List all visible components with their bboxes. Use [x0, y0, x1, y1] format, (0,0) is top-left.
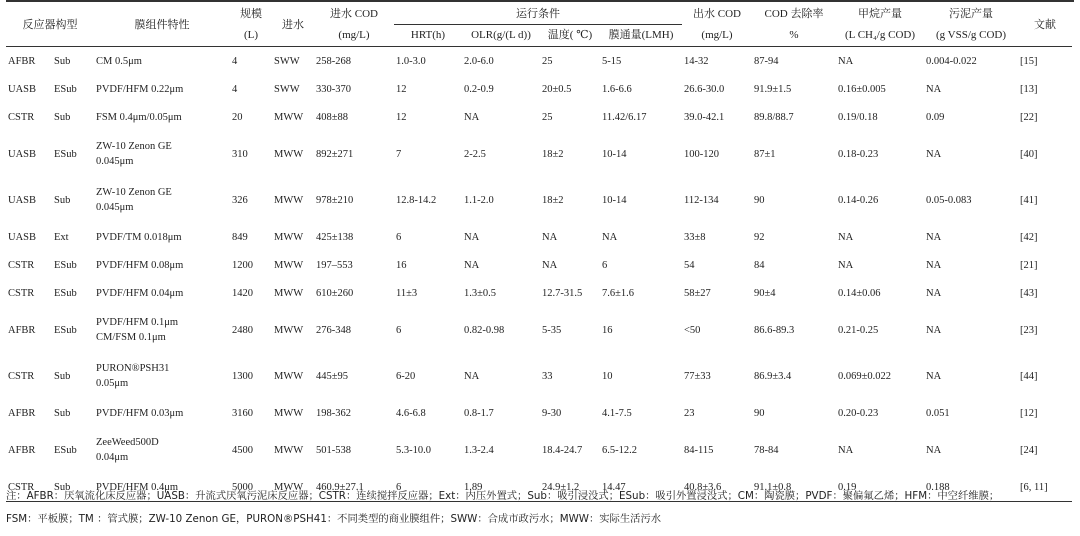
table-row — [6, 103, 1072, 131]
removal-cell: 91.9±1.5 — [754, 83, 792, 95]
ref-cell: [42] — [1020, 231, 1038, 243]
reactor-cell: CSTR — [6, 473, 52, 502]
influent-cell: SWW — [274, 55, 300, 67]
influent-cell: MWW — [274, 407, 304, 419]
mode-cell: Sub — [54, 194, 71, 206]
influent-cod-cell: 501-538 — [316, 444, 351, 456]
header-methane: 甲烷产量 — [858, 7, 902, 20]
header-effluent-cod-unit: (mg/L) — [682, 25, 752, 47]
temp-cell: NA — [542, 259, 558, 271]
mode-cell: Sub — [54, 407, 71, 419]
table-row — [6, 399, 1072, 427]
ref-cell: [44] — [1020, 370, 1038, 382]
membrane-cell — [94, 131, 230, 177]
hrt-cell: 4.6-6.8 — [396, 407, 426, 419]
hrt-cell: 16 — [396, 259, 407, 271]
ref-cell: [13] — [1020, 83, 1038, 95]
table-row — [6, 279, 1072, 307]
reactor-cell: CSTR — [8, 259, 35, 271]
membrane-line: PURON®PSH31 — [96, 363, 170, 374]
membrane-line: PVDF/HFM 0.04μm — [96, 287, 184, 299]
reactor-cell: UASB — [8, 148, 37, 160]
header-removal-unit: % — [752, 25, 836, 47]
mode-cell: ESub — [54, 83, 77, 95]
influent-cell: MWW — [274, 194, 304, 206]
membrane-line: 0.05μm — [96, 378, 129, 389]
olr-cell: NA — [464, 111, 480, 123]
methane-cell: 0.18-0.23 — [838, 148, 879, 160]
influent-cod-cell: 425±138 — [316, 231, 354, 243]
table-row — [6, 307, 1072, 353]
removal-cell: 87±1 — [754, 148, 776, 160]
effluent-cod-cell: 77±33 — [684, 370, 711, 382]
removal-cell: 90 — [754, 194, 765, 206]
membrane-cell — [94, 279, 230, 307]
header-temp: 温度( ℃) — [540, 25, 600, 47]
header-scale-unit: (L) — [230, 25, 272, 47]
sludge-cell: NA — [926, 324, 942, 336]
temp-cell: 18±2 — [542, 148, 564, 160]
olr-cell: 1.1-2.0 — [464, 194, 494, 206]
table-row — [6, 177, 1072, 223]
effluent-cod-cell: 112-134 — [684, 194, 719, 206]
olr-cell: 0.8-1.7 — [464, 407, 494, 419]
flux-cell: 11.42/6.17 — [602, 111, 647, 123]
scale-cell: 4500 — [232, 444, 253, 456]
effluent-cod-cell: 23 — [684, 407, 695, 419]
reactor-cell: AFBR — [8, 324, 36, 336]
influent-cod-cell: 892±271 — [316, 148, 354, 160]
hrt-cell: 6 — [394, 473, 462, 502]
sludge-cell: 0.004-0.022 — [926, 55, 977, 67]
flux-cell: 7.6±1.6 — [602, 287, 635, 299]
removal-cell: 89.8/88.7 — [754, 111, 794, 123]
hrt-cell: 1.0-3.0 — [396, 55, 426, 67]
effluent-cod-cell: 58±27 — [684, 287, 711, 299]
header-influent-cod: 进水 COD — [330, 7, 378, 20]
hrt-cell: 7 — [396, 148, 402, 160]
table-row — [6, 47, 1072, 76]
olr-cell: 0.2-0.9 — [464, 83, 494, 95]
sludge-cell: NA — [926, 148, 942, 160]
influent-cell: MWW — [274, 370, 304, 382]
membrane-line: PVDF/HFM 0.4μm — [96, 481, 179, 493]
influent-cell: MWW — [274, 111, 304, 123]
olr-cell: 1.3±0.5 — [464, 287, 497, 299]
header-flux: 膜通量(LMH) — [600, 25, 682, 47]
table-row — [6, 131, 1072, 177]
scale-cell: 5000 — [230, 473, 272, 502]
olr-cell: NA — [464, 370, 480, 382]
temp-cell: 25 — [542, 111, 553, 123]
table-row — [6, 251, 1072, 279]
table-row — [6, 353, 1072, 399]
table-note-line-1: 注：AFBR：厌氧流化床反应器；UASB：升流式厌氧污泥床反应器；CSTR：连续搅拌反应器；Ext：内压外置式；Sub：吸引浸没式；ESub：吸引外置浸没式；CM：陶瓷膜；PVDF：聚偏氟乙烯；HFM：中空纤维膜； — [6, 490, 1000, 502]
membrane-line: 0.045μm — [96, 202, 134, 213]
influent-cod-cell: 445±95 — [316, 370, 349, 382]
reactor-comparison-table — [6, 4, 1072, 502]
hrt-cell: 5.3-10.0 — [396, 444, 431, 456]
header-influent-cod-unit: (mg/L) — [314, 25, 394, 47]
ref-cell: [24] — [1020, 444, 1038, 456]
influent-cell: MWW — [274, 259, 304, 271]
methane-cell: 0.21-0.25 — [838, 324, 879, 336]
sludge-cell: 0.05-0.083 — [926, 194, 972, 206]
influent-cod-cell: 258-268 — [316, 55, 351, 67]
membrane-cell — [94, 399, 230, 427]
membrane-cell — [94, 75, 230, 103]
scale-cell: 2480 — [232, 324, 253, 336]
removal-cell: 86.9±3.4 — [754, 370, 792, 382]
mode-cell: ESub — [54, 148, 77, 160]
mode-cell: ESub — [54, 444, 77, 456]
influent-cod-cell: 460.9±27.1 — [314, 473, 394, 502]
mode-cell: Ext — [54, 231, 69, 243]
influent-cell: MWW — [274, 324, 304, 336]
removal-cell: 91.1±0.8 — [752, 473, 836, 502]
flux-cell: 10 — [602, 370, 613, 382]
olr-cell: 0.82-0.98 — [464, 324, 505, 336]
ref-cell: [41] — [1020, 194, 1038, 206]
membrane-line: FSM 0.4μm/0.05μm — [96, 111, 182, 123]
header-conditions: 运行条件 — [394, 4, 682, 25]
reactor-cell: UASB — [8, 83, 37, 95]
membrane-line: PVDF/HFM 0.08μm — [96, 259, 184, 271]
reactor-cell: CSTR — [8, 111, 35, 123]
removal-cell: 87-94 — [754, 55, 779, 67]
table-top-rule — [6, 0, 1074, 2]
scale-cell: 310 — [232, 148, 248, 160]
methane-cell: 0.19/0.18 — [838, 111, 878, 123]
effluent-cod-cell: 39.0-42.1 — [684, 111, 725, 123]
membrane-line: ZW-10 Zenon GE — [96, 141, 172, 152]
effluent-cod-cell: 40.8±3.6 — [682, 473, 752, 502]
scale-cell: 1420 — [232, 287, 253, 299]
influent-cod-cell: 330-370 — [316, 83, 351, 95]
effluent-cod-cell: 14-32 — [684, 55, 709, 67]
table-row — [6, 427, 1072, 473]
hrt-cell: 11±3 — [396, 287, 418, 299]
ref-cell: [15] — [1020, 55, 1038, 67]
hrt-cell: 12 — [396, 111, 407, 123]
olr-cell: 1.3-2.4 — [464, 444, 494, 456]
olr-cell: 2-2.5 — [464, 148, 486, 160]
temp-cell: 25 — [542, 55, 553, 67]
temp-cell: 20±0.5 — [542, 83, 572, 95]
olr-cell: NA — [464, 259, 480, 271]
header-hrt: HRT(h) — [394, 25, 462, 47]
membrane-cell — [94, 353, 230, 399]
scale-cell: 849 — [232, 231, 248, 243]
header-influent: 进水 — [272, 4, 314, 47]
scale-cell: 3160 — [232, 407, 253, 419]
sludge-cell: 0.188 — [924, 473, 1018, 502]
ref-cell: [12] — [1020, 407, 1038, 419]
ref-cell: [40] — [1020, 148, 1038, 160]
removal-cell: 92 — [754, 231, 765, 243]
reactor-cell: AFBR — [8, 55, 36, 67]
mode-cell: Sub — [52, 473, 94, 502]
membrane-cell — [94, 177, 230, 223]
header-sludge-unit: (g VSS/g COD) — [924, 25, 1018, 47]
membrane-cell — [94, 223, 230, 251]
olr-cell: NA — [464, 231, 480, 243]
ref-cell: [21] — [1020, 259, 1038, 271]
sludge-cell: NA — [926, 370, 942, 382]
ref-cell: [6, 11] — [1018, 473, 1072, 502]
flux-cell: 6 — [602, 259, 608, 271]
table-row — [6, 75, 1072, 103]
hrt-cell: 6 — [396, 231, 402, 243]
effluent-cod-cell: <50 — [684, 324, 701, 336]
sludge-cell: 0.051 — [926, 407, 950, 419]
membrane-cell — [94, 47, 230, 76]
scale-cell: 1300 — [232, 370, 253, 382]
hrt-cell: 6 — [396, 324, 402, 336]
ref-cell: [43] — [1020, 287, 1038, 299]
sludge-cell: NA — [926, 83, 942, 95]
influent-cell: MWW — [274, 148, 304, 160]
methane-cell: 0.14-0.26 — [838, 194, 879, 206]
hrt-cell: 12.8-14.2 — [396, 194, 437, 206]
sludge-cell: NA — [926, 444, 942, 456]
temp-cell: 18.4-24.7 — [542, 444, 583, 456]
sludge-cell: NA — [926, 287, 942, 299]
membrane-line: PVDF/HFM 0.03μm — [96, 407, 184, 419]
header-scale: 规模 — [240, 7, 262, 20]
flux-cell: 10-14 — [602, 194, 627, 206]
influent-cell: MWW — [274, 287, 304, 299]
sludge-cell: NA — [926, 231, 942, 243]
membrane-line: PVDF/TM 0.018μm — [96, 231, 182, 243]
membrane-line: 0.045μm — [96, 156, 134, 167]
scale-cell: 4 — [232, 55, 238, 67]
removal-cell: 84 — [754, 259, 765, 271]
flux-cell: 5-15 — [602, 55, 622, 67]
removal-cell: 90 — [754, 407, 765, 419]
temp-cell: NA — [542, 231, 558, 243]
methane-cell: NA — [838, 259, 854, 271]
mode-cell: ESub — [54, 259, 77, 271]
influent-cod-cell: 408±88 — [316, 111, 349, 123]
hrt-cell: 12 — [396, 83, 407, 95]
membrane-cell — [94, 251, 230, 279]
flux-cell: 14.47 — [600, 473, 682, 502]
reactor-cell: AFBR — [8, 444, 36, 456]
header-sludge: 污泥产量 — [949, 7, 993, 20]
membrane-cell — [94, 103, 230, 131]
flux-cell: 16 — [602, 324, 613, 336]
hrt-cell: 6-20 — [396, 370, 416, 382]
scale-cell: 326 — [232, 194, 248, 206]
membrane-cell — [94, 307, 230, 353]
header-ref: 文献 — [1018, 4, 1072, 47]
temp-cell: 18±2 — [542, 194, 564, 206]
influent-cod-cell: 197–553 — [316, 259, 353, 271]
influent-cod-cell: 198-362 — [316, 407, 351, 419]
flux-cell: 10-14 — [602, 148, 627, 160]
flux-cell: 1.6-6.6 — [602, 83, 632, 95]
membrane-line: PVDF/HFM 0.1μm — [96, 317, 179, 328]
membrane-line: 0.04μm — [96, 452, 129, 463]
reactor-cell: UASB — [8, 231, 37, 243]
methane-cell: NA — [838, 444, 854, 456]
influent-cell: MWW — [274, 231, 304, 243]
table-note-line-2: FSM：平板膜；TM ：管式膜；ZW-10 Zenon GE，PURON®PSH41：不同类型的商业膜组件；SWW：合成市政污水；MWW：实际生活污水 — [6, 513, 662, 525]
methane-cell: 0.16±0.005 — [838, 83, 886, 95]
table-body — [6, 47, 1072, 502]
effluent-cod-cell: 54 — [684, 259, 695, 271]
header-effluent-cod: 出水 COD — [693, 7, 741, 20]
membrane-line: CM 0.5μm — [96, 55, 142, 67]
effluent-cod-cell: 26.6-30.0 — [684, 83, 725, 95]
removal-cell: 78-84 — [754, 444, 779, 456]
mode-cell: ESub — [54, 287, 77, 299]
membrane-line: PVDF/HFM 0.22μm — [96, 83, 184, 95]
membrane-line: ZW-10 Zenon GE — [96, 187, 172, 198]
membrane-line: ZeeWeed500D — [96, 437, 159, 448]
flux-cell: 4.1-7.5 — [602, 407, 632, 419]
membrane-cell — [94, 427, 230, 473]
effluent-cod-cell: 33±8 — [684, 231, 706, 243]
membrane-line: CM/FSM 0.1μm — [96, 332, 166, 343]
influent-cod-cell: 978±210 — [316, 194, 354, 206]
reactor-cell: CSTR — [8, 370, 35, 382]
header-reactor: 反应器构型 — [6, 4, 94, 47]
influent-cod-cell: 610±260 — [316, 287, 354, 299]
scale-cell: 4 — [232, 83, 238, 95]
methane-cell: 0.069±0.022 — [838, 370, 892, 382]
effluent-cod-cell: 100-120 — [684, 148, 719, 160]
header-methane-unit: (L CH₄/g COD) — [836, 25, 924, 47]
header-removal: COD 去除率 — [764, 7, 824, 20]
ref-cell: [22] — [1020, 111, 1038, 123]
flux-cell: 6.5-12.2 — [602, 444, 637, 456]
effluent-cod-cell: 84-115 — [684, 444, 714, 456]
reactor-cell: CSTR — [8, 287, 35, 299]
sludge-cell: 0.09 — [926, 111, 945, 123]
mode-cell: Sub — [54, 55, 71, 67]
removal-cell: 86.6-89.3 — [754, 324, 795, 336]
temp-cell: 24.9±1.2 — [540, 473, 600, 502]
methane-cell: 0.19 — [836, 473, 924, 502]
methane-cell: NA — [838, 231, 854, 243]
sludge-cell: NA — [926, 259, 942, 271]
scale-cell: 1200 — [232, 259, 253, 271]
methane-cell: 0.14±0.06 — [838, 287, 881, 299]
influent-cell: MWW — [272, 473, 314, 502]
ref-cell: [23] — [1020, 324, 1038, 336]
temp-cell: 12.7-31.5 — [542, 287, 583, 299]
header-membrane: 膜组件特性 — [94, 4, 230, 47]
temp-cell: 33 — [542, 370, 553, 382]
flux-cell: NA — [602, 231, 618, 243]
influent-cod-cell: 276-348 — [316, 324, 351, 336]
header-olr: OLR(g/(L d)) — [462, 25, 540, 47]
mode-cell: ESub — [54, 324, 77, 336]
removal-cell: 90±4 — [754, 287, 776, 299]
mode-cell: Sub — [54, 111, 71, 123]
olr-cell: 2.0-6.0 — [464, 55, 494, 67]
reactor-cell: UASB — [8, 194, 37, 206]
methane-cell: NA — [838, 55, 854, 67]
scale-cell: 20 — [232, 111, 243, 123]
influent-cell: SWW — [274, 83, 300, 95]
influent-cell: MWW — [274, 444, 304, 456]
temp-cell: 9-30 — [542, 407, 562, 419]
temp-cell: 5-35 — [542, 324, 562, 336]
olr-cell: 1.89 — [462, 473, 540, 502]
mode-cell: Sub — [54, 370, 71, 382]
table-row — [6, 223, 1072, 251]
reactor-cell: AFBR — [8, 407, 36, 419]
methane-cell: 0.20-0.23 — [838, 407, 879, 419]
